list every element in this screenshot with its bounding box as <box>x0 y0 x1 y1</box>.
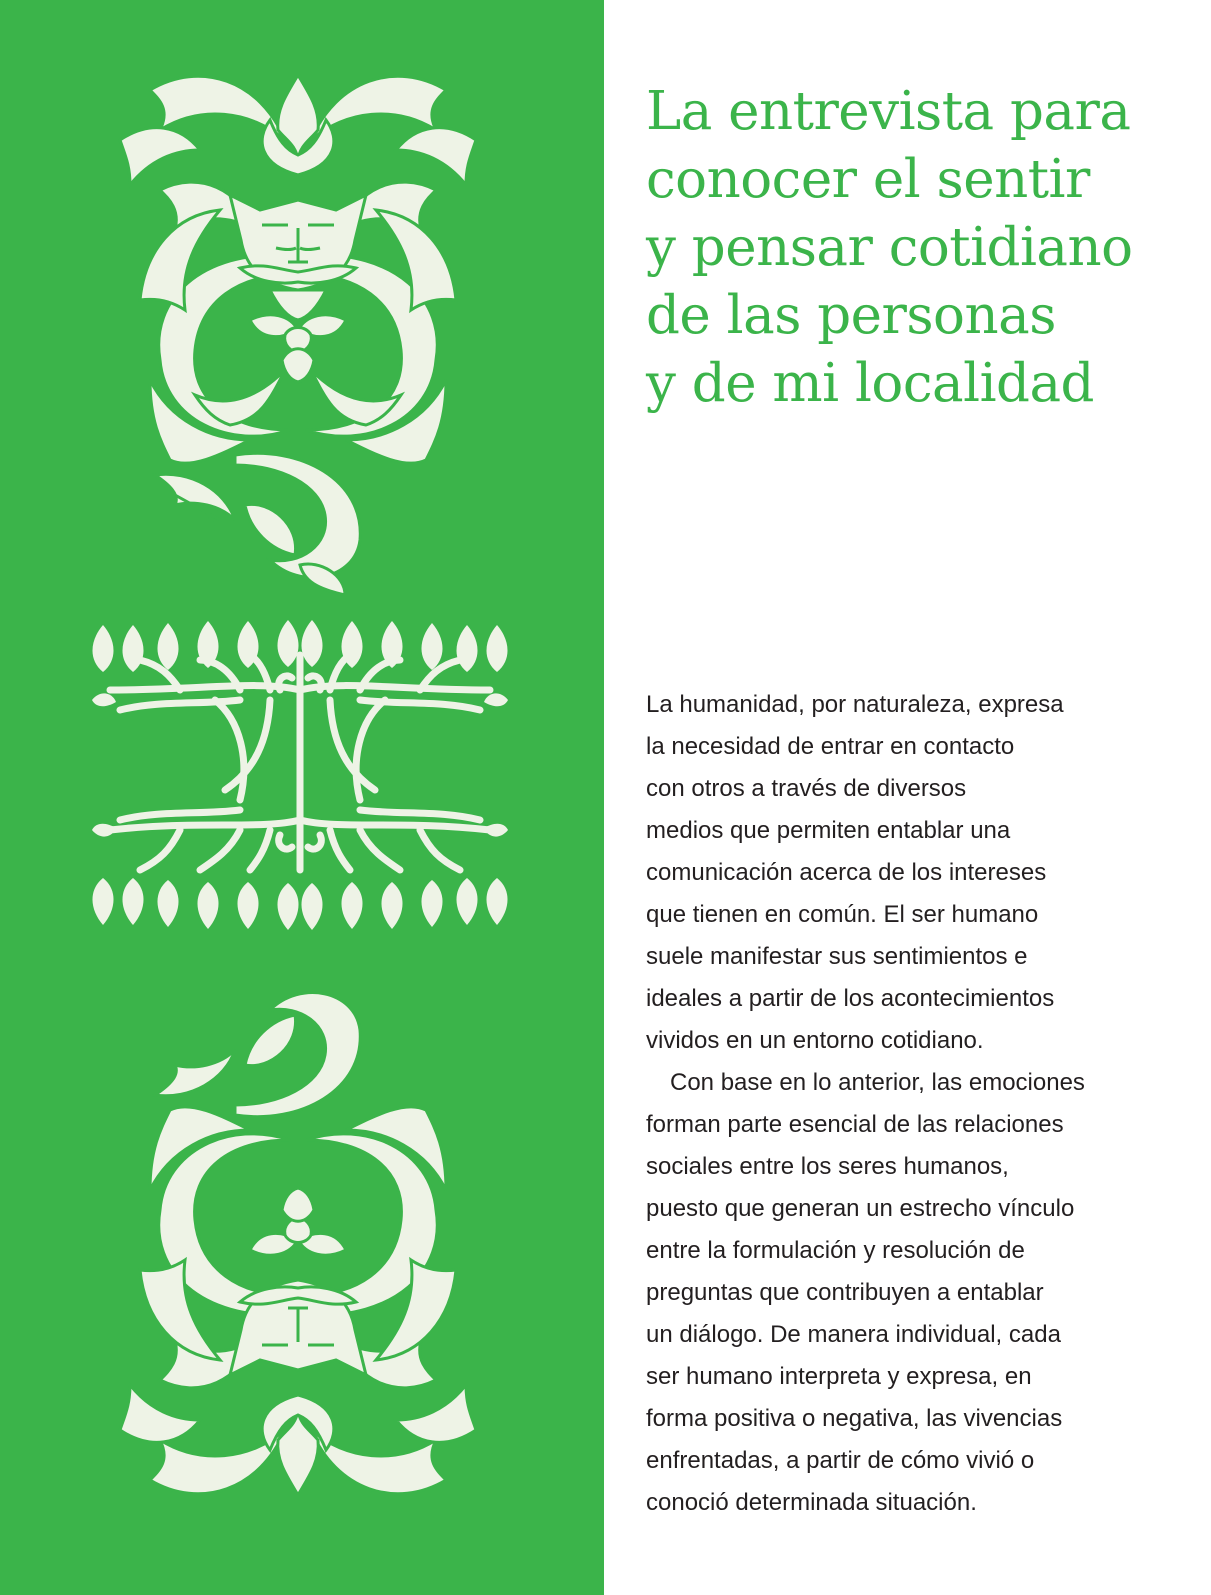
title-line: y pensar cotidiano <box>646 217 1133 278</box>
body-line: conoció determinada situación. <box>646 1489 977 1516</box>
body-line: vividos en un entorno cotidiano. <box>646 1027 984 1054</box>
inverted-green-man-face-ornament-icon <box>120 993 476 1495</box>
body-line: puesto que generan un estrecho vínculo <box>646 1195 1075 1222</box>
body-line: comunicación acerca de los intereses <box>646 859 1047 886</box>
title-line: La entrevista para <box>646 81 1131 142</box>
body-line: La humanidad, por naturaleza, expresa <box>646 691 1064 718</box>
body-line: sociales entre los seres humanos, <box>646 1153 1009 1180</box>
body-line: un diálogo. De manera individual, cada <box>646 1321 1061 1348</box>
body-line: ideales a partir de los acontecimientos <box>646 985 1055 1012</box>
body-line: preguntas que contribuyen a entablar <box>646 1279 1044 1306</box>
body-line: que tienen en común. El ser humano <box>646 901 1039 928</box>
body-line: ser humano interpreta y expresa, en <box>646 1363 1032 1390</box>
ornament-artwork <box>0 0 604 1595</box>
tree-with-roots-ornament-icon <box>110 655 490 870</box>
body-line: enfrentadas, a partir de cómo vivió o <box>646 1447 1035 1474</box>
body-line: forma positiva o negativa, las vivencias <box>646 1405 1063 1432</box>
body-line: Con base en lo anterior, las emociones <box>670 1069 1085 1096</box>
decorative-side-panel <box>0 0 604 1595</box>
title-line: y de mi localidad <box>646 353 1094 414</box>
body-paragraphs <box>646 684 1166 1524</box>
body-line: medios que permiten entablar una <box>646 817 1011 844</box>
body-line: forman parte esencial de las relaciones <box>646 1111 1064 1138</box>
body-line: la necesidad de entrar en contacto <box>646 733 1015 760</box>
page-title <box>646 78 1186 418</box>
green-man-face-ornament-icon <box>120 75 476 595</box>
title-line: conocer el sentir <box>646 149 1090 210</box>
title-line: de las personas <box>646 285 1056 346</box>
body-line: con otros a través de diversos <box>646 775 967 802</box>
body-line: suele manifestar sus sentimientos e <box>646 943 1028 970</box>
body-line: entre la formulación y resolución de <box>646 1237 1025 1264</box>
